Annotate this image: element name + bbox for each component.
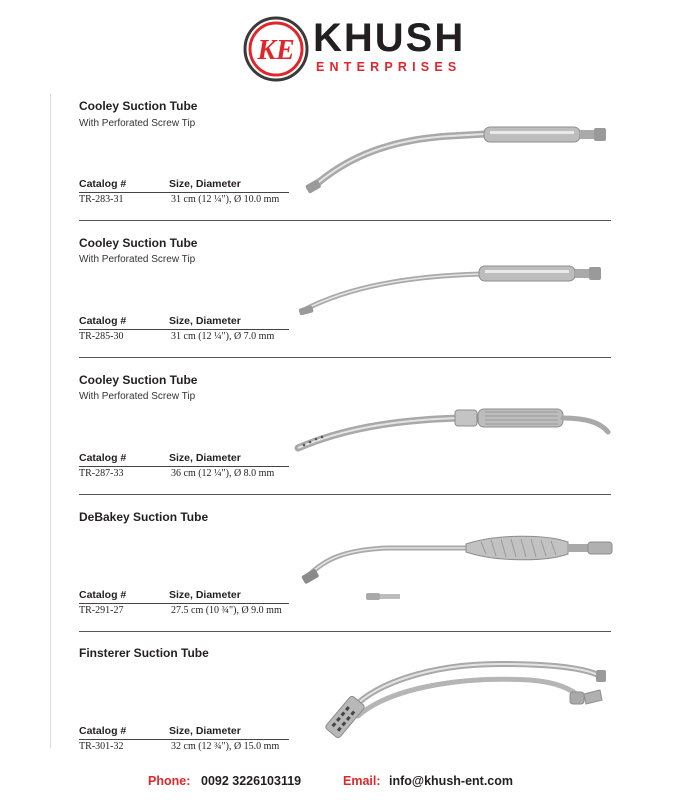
catalog-number: TR-291-27 — [79, 605, 124, 616]
product-title: DeBakey Suction Tube — [79, 510, 209, 524]
product-subtitle: With Perforated Screw Tip — [79, 391, 196, 402]
catalog-header: Catalog # — [79, 452, 127, 464]
cooley-suction-tube-image — [296, 258, 616, 328]
section-divider — [79, 357, 611, 358]
product-title: Cooley Suction Tube — [79, 99, 198, 113]
brand-name: KHUSH — [313, 16, 466, 60]
adapter-tip-image — [366, 593, 400, 600]
brand-tagline: ENTERPRISES — [316, 60, 462, 74]
header — [0, 0, 689, 88]
header-rule — [79, 603, 289, 604]
catalog-number: TR-301-32 — [79, 741, 124, 752]
email-label: Email: — [343, 774, 381, 788]
header-rule — [79, 466, 289, 467]
debakey-suction-tube-image — [296, 530, 620, 610]
product-title: Cooley Suction Tube — [79, 373, 198, 387]
size-header: Size, Diameter — [169, 725, 241, 737]
contact-footer — [0, 772, 689, 792]
catalog-header: Catalog # — [79, 315, 127, 327]
size-header: Size, Diameter — [169, 178, 241, 190]
ke-logo-icon — [243, 16, 309, 82]
finsterer-suction-tube-image — [320, 654, 616, 754]
cooley-suction-tube-image — [290, 400, 620, 470]
catalog-number: TR-283-31 — [79, 194, 124, 205]
size-diameter: 27.5 cm (10 ¾"), Ø 9.0 mm — [171, 605, 282, 616]
left-rule — [50, 94, 51, 748]
phone-label: Phone: — [148, 774, 191, 788]
catalog-number: TR-287-33 — [79, 468, 124, 479]
catalog-header: Catalog # — [79, 589, 127, 601]
catalog-header: Catalog # — [79, 725, 127, 737]
size-diameter: 32 cm (12 ¾"), Ø 15.0 mm — [171, 741, 280, 752]
cooley-suction-tube-image — [300, 118, 620, 198]
size-diameter: 36 cm (12 ¼"), Ø 8.0 mm — [171, 468, 275, 479]
product-title: Finsterer Suction Tube — [79, 646, 209, 660]
phone-number: 0092 3226103119 — [201, 774, 302, 788]
product-title: Cooley Suction Tube — [79, 236, 198, 250]
size-header: Size, Diameter — [169, 315, 241, 327]
section-divider — [79, 494, 611, 495]
header-rule — [79, 739, 289, 740]
size-diameter: 31 cm (12 ¼"), Ø 10.0 mm — [171, 194, 280, 205]
header-rule — [79, 329, 289, 330]
logo-monogram: KE — [257, 35, 295, 66]
email-address: info@khush-ent.com — [389, 774, 513, 788]
product-subtitle: With Perforated Screw Tip — [79, 254, 196, 265]
header-rule — [79, 192, 289, 193]
catalog-number: TR-285-30 — [79, 331, 124, 342]
size-header: Size, Diameter — [169, 452, 241, 464]
section-divider — [79, 220, 611, 221]
size-header: Size, Diameter — [169, 589, 241, 601]
product-subtitle: With Perforated Screw Tip — [79, 118, 196, 129]
section-divider — [79, 631, 611, 632]
size-diameter: 31 cm (12 ¼"), Ø 7.0 mm — [171, 331, 275, 342]
catalog-header: Catalog # — [79, 178, 127, 190]
